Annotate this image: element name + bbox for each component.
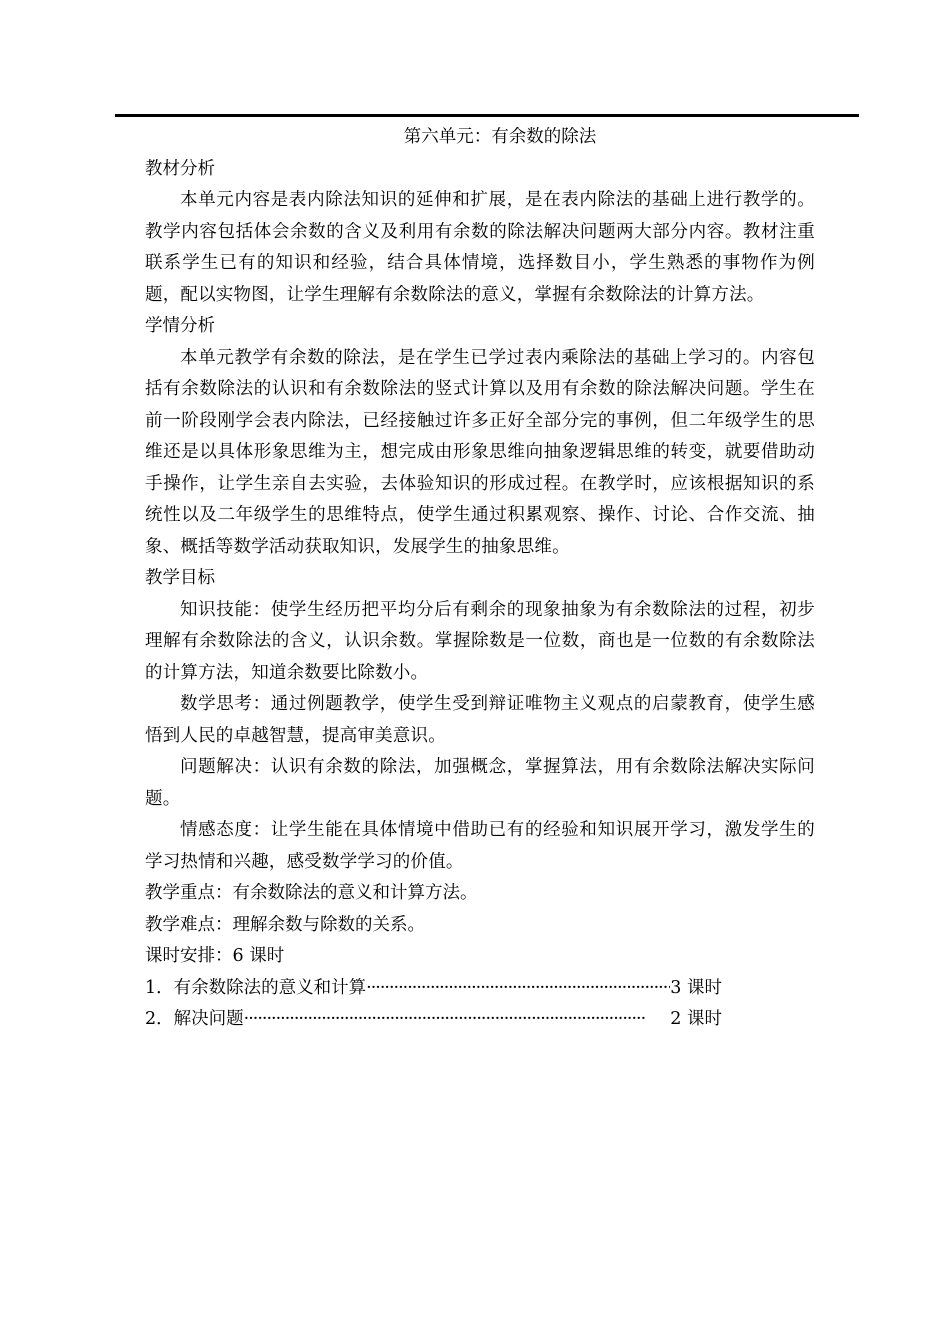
schedule-item xyxy=(145,973,722,1005)
key-point: 教学重点：有余数除法的意义和计算方法。 xyxy=(145,883,478,903)
difficulty: 教学难点：理解余数与除数的关系。 xyxy=(145,914,425,935)
document-body xyxy=(145,122,815,1036)
header-rule xyxy=(115,114,859,117)
schedule-item-value: 3 课时 xyxy=(670,977,722,998)
schedule-heading: 课时安排：6 课时 xyxy=(145,946,285,966)
goal-knowledge-skills: 知识技能：使学生经历把平均分后有剩余的现象抽象为有余数除法的过程，初步理解有余数除法的含义，认识余数。掌握除数是一位数，商也是一位数的有余数除法的计算方法，知道余数要比除数小。 xyxy=(145,599,815,683)
schedule-item-value: 2 课时 xyxy=(670,1009,722,1029)
goal-attitude: 情感态度：让学生能在具体情境中借助已有的经验和知识展开学习，激发学生的学习热情和兴趣，感受数学学习的价值。 xyxy=(145,820,815,872)
page-title: 第六单元：有余数的除法 xyxy=(403,127,597,147)
material-analysis-text: 本单元内容是表内除法知识的延伸和扩展，是在表内除法的基础上进行教学的。教学内容包括体会余数的含义及利用有余数的除法解决问题两大部分内容。教材注重联系学生已有的知识和经验，结合具体情境，选择数目小，学生熟悉的事物作为例题，配以实物图，让学生理解有余数除法的意义，掌握有余数除法的计算方法。 xyxy=(145,190,815,305)
schedule-item xyxy=(145,1004,722,1036)
goal-math-thinking: 数学思考：通过例题教学，使学生受到辩证唯物主义观点的启蒙教育，使学生感悟到人民的卓越智慧，提高审美意识。 xyxy=(145,694,815,746)
section-heading-material: 教材分析 xyxy=(145,158,215,179)
schedule-item-label: 1．有余数除法的意义和计算 xyxy=(145,977,367,998)
section-heading-goals: 教学目标 xyxy=(145,568,215,588)
schedule-item-label: 2．解决问题 xyxy=(145,1009,244,1029)
dot-leader xyxy=(366,973,670,1005)
section-heading-student: 学情分析 xyxy=(145,316,215,336)
dot-leader xyxy=(244,1004,671,1036)
goal-problem-solving: 问题解决：认识有余数的除法，加强概念，掌握算法，用有余数除法解决实际问题。 xyxy=(145,757,815,809)
student-analysis-text: 本单元教学有余数的除法，是在学生已学过表内乘除法的基础上学习的。内容包括有余数除法的认识和有余数除法的竖式计算以及用有余数的除法解决问题。学生在前一阶段刚学会表内除法，已经接触过许多正好全部分完的事例，但二年级学生的思维还是以具体形象思维为主，想完成由形象思维向抽象逻辑思维的转变，就要借助动手操作，让学生亲自去实验，去体验知识的形成过程。在教学时，应该根据知识的系统性以及二年级学生的思维特点，使学生通过积累观察、操作、讨论、合作交流、抽象、概括等数学活动获取知识，发展学生的抽象思维。 xyxy=(145,347,815,557)
